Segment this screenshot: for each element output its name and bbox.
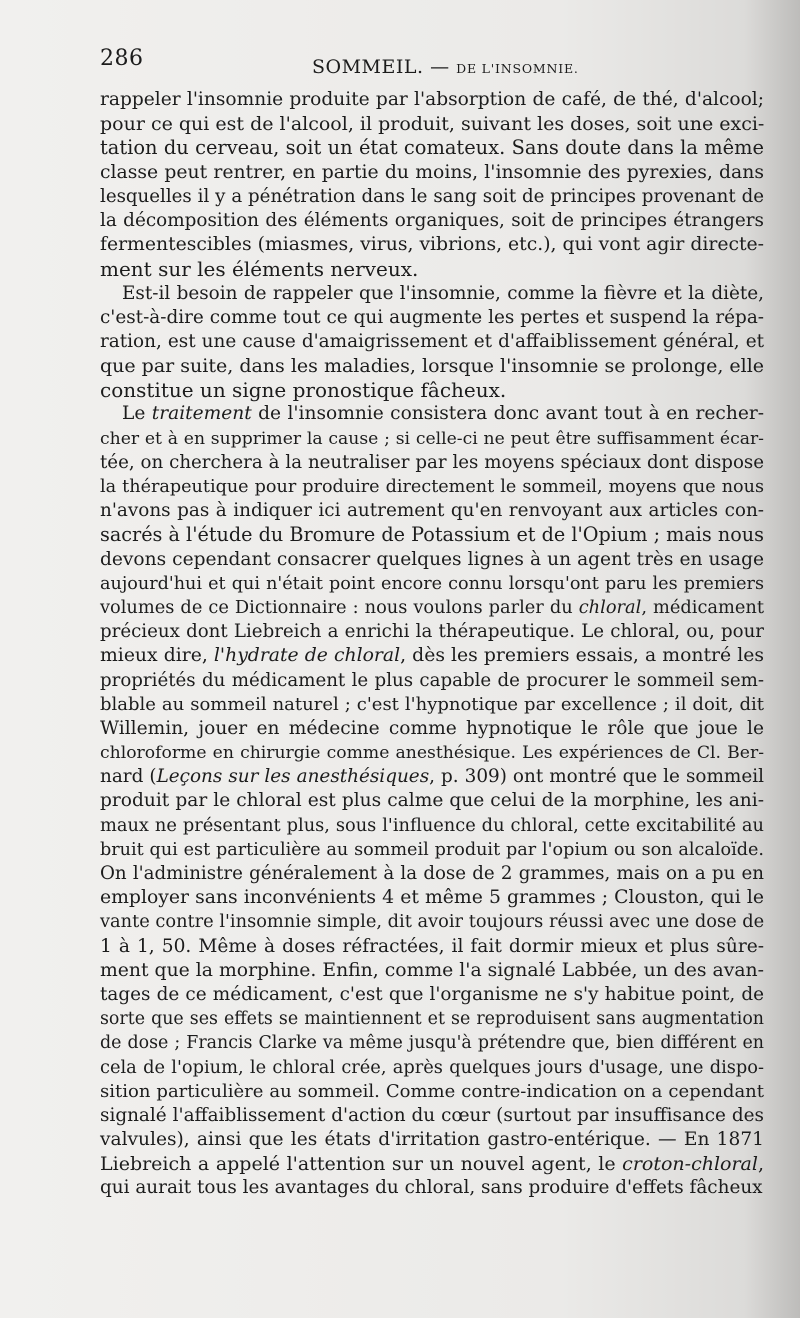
italic-term: croton-chloral: [622, 1153, 758, 1176]
text-line: que par suite, dans les maladies, lorsque l'insomnie se prolonge, elle: [100, 355, 765, 378]
text-line: ment sur les éléments nerveux.: [100, 257, 419, 282]
text-line: bruit qui est particulière au sommeil produit par l'opium ou son alcaloïde.: [100, 839, 764, 860]
page-number: 286: [100, 46, 144, 71]
text-line: [100, 402, 764, 426]
text-line: la thérapeutique pour produire directement le sommeil, moyens que nous: [100, 477, 764, 497]
running-title-separator: —: [430, 56, 450, 78]
running-title-main: SOMMEIL.: [312, 56, 424, 78]
text-line: employer sans inconvénients 4 et même 5 grammes ; Clouston, qui le: [100, 887, 764, 909]
text-line: produit par le chloral est plus calme que celui de la morphine, les ani-: [100, 790, 764, 812]
italic-term: traitement: [151, 403, 252, 425]
text-line: cher et à en supprimer la cause ; si celle-ci ne peut être suffisamment écar-: [100, 428, 764, 449]
text-line: la décomposition des éléments organiques, soit de principes étrangers: [100, 209, 764, 231]
text-segment: , médicament: [641, 596, 764, 618]
text-line: pour ce qui est de l'alcool, il produit, suivant les doses, soit une exci-: [100, 113, 765, 136]
text-line: 1 à 1, 50. Même à doses réfractées, il fait dormir mieux et plus sûre-: [100, 935, 764, 957]
running-title: [312, 56, 579, 78]
running-head: [100, 46, 764, 82]
text-segment: Liebreich a appelé l'attention sur un nouvel agent, le: [100, 1153, 623, 1176]
text-segment: de l'insomnie consistera donc avant tout à en recher-: [251, 403, 764, 425]
text-line: ration, est une cause d'amaigrissement et d'affaiblissement général, et: [100, 330, 764, 352]
text-line: signalé l'affaiblissement d'action du cœur (surtout par insuffisance des: [100, 1104, 764, 1126]
text-line: [100, 596, 764, 620]
text-line: lesquelles il y a pénétration dans le sang soit de principes provenant de: [100, 185, 764, 207]
text-line: rappeler l'insomnie produite par l'absorption de café, de thé, d'alcool;: [100, 89, 764, 110]
text-line: aujourd'hui et qui n'était point encore connu lorsqu'ont paru les premiers: [100, 573, 764, 594]
text-line: ment que la morphine. Enfin, comme l'a signalé Labbée, un des avan-: [100, 959, 764, 981]
text-line: vante contre l'insomnie simple, dit avoir toujours réussi avec une dose de: [100, 911, 765, 933]
text-line: [100, 1152, 764, 1176]
text-line: chloroforme en chirurgie comme anesthésique. Les expériences de Cl. Ber-: [100, 743, 764, 764]
text-line: On l'administre généralement à la dose de 2 grammes, mais on a pu en: [100, 863, 764, 884]
paragraph: [100, 402, 764, 1200]
text-line: propriétés du médicament le plus capable de procurer le sommeil sem-: [100, 669, 764, 691]
text-line: de dose ; Francis Clarke va même jusqu'à prétendre que, bien différent en: [100, 1033, 764, 1054]
text-line: [100, 644, 764, 668]
italic-term: l'hydrate de chloral: [213, 645, 401, 667]
text-line: blable au sommeil naturel ; c'est l'hypnotique par excellence ; il doit, dit: [100, 693, 764, 715]
text-segment: ,: [757, 1153, 764, 1176]
text-line: sorte que ses effets se maintiennent et se reproduisent sans augmentation: [100, 1009, 764, 1030]
text-line: tée, on cherchera à la neutraliser par les moyens spéciaux dont dispose: [100, 451, 764, 473]
text-line: classe peut rentrer, en partie du moins, l'insomnie des pyrexies, dans: [100, 161, 764, 183]
text-line: fermentescibles (miasmes, virus, vibrions, etc.), qui vont agir directe-: [100, 234, 764, 256]
text-line: sition particulière au sommeil. Comme contre-indication on a cependant: [100, 1080, 764, 1102]
text-line: cela de l'opium, le chloral crée, après quelques jours d'usage, une dispo-: [100, 1056, 764, 1078]
text-line: [100, 765, 764, 789]
text-segment: Le: [122, 403, 152, 425]
body-text: [100, 88, 764, 1201]
text-line: Est-il besoin de rappeler que l'insomnie, comme la fièvre et la diète,: [122, 282, 764, 304]
running-title-sub: DE L'INSOMNIE.: [456, 61, 579, 76]
text-line: précieux dont Liebreich a enrichi la thérapeutique. Le chloral, ou, pour: [100, 621, 764, 643]
text-line: n'avons pas à indiquer ici autrement qu'en renvoyant aux articles con-: [100, 500, 764, 522]
text-line: sacrés à l'étude du Bromure de Potassium et de l'Opium ; mais nous: [100, 523, 764, 547]
text-line: valvules), ainsi que les états d'irritation gastro-entérique. — En 1871: [100, 1129, 764, 1151]
text-segment: volumes de ce Dictionnaire : nous voulons parler du: [100, 596, 579, 618]
text-segment: , dès les premiers essais, a montré les: [400, 645, 764, 667]
text-line: constitue un signe pronostique fâcheux.: [100, 378, 507, 403]
text-line: c'est-à-dire comme tout ce qui augmente les pertes et suspend la répa-: [100, 306, 764, 328]
text-line: Willemin, jouer en médecine comme hypnotique le rôle que joue le: [100, 717, 764, 739]
text-line: tation du cerveau, soit un état comateux. Sans doute dans la même: [100, 136, 764, 160]
italic-term: Leçons sur les anesthésiques: [156, 766, 430, 788]
text-line: maux ne présentant plus, sous l'influence du chloral, cette excitabilité au: [100, 814, 764, 836]
text-line: devons cependant consacrer quelques lignes à un agent très en usage: [100, 548, 764, 570]
text-segment: , p. 309) ont montré que le sommeil: [429, 766, 764, 788]
paragraph: [100, 88, 764, 282]
text-line: tages de ce médicament, c'est que l'organisme ne s'y habitue point, de: [100, 983, 764, 1005]
italic-term: chloral: [578, 596, 642, 618]
paragraph: [100, 282, 764, 403]
text-line: qui aurait tous les avantages du chloral, sans produire d'effets fâcheux: [100, 1177, 763, 1199]
text-segment: nard (: [100, 766, 157, 788]
text-segment: mieux dire,: [100, 645, 214, 667]
